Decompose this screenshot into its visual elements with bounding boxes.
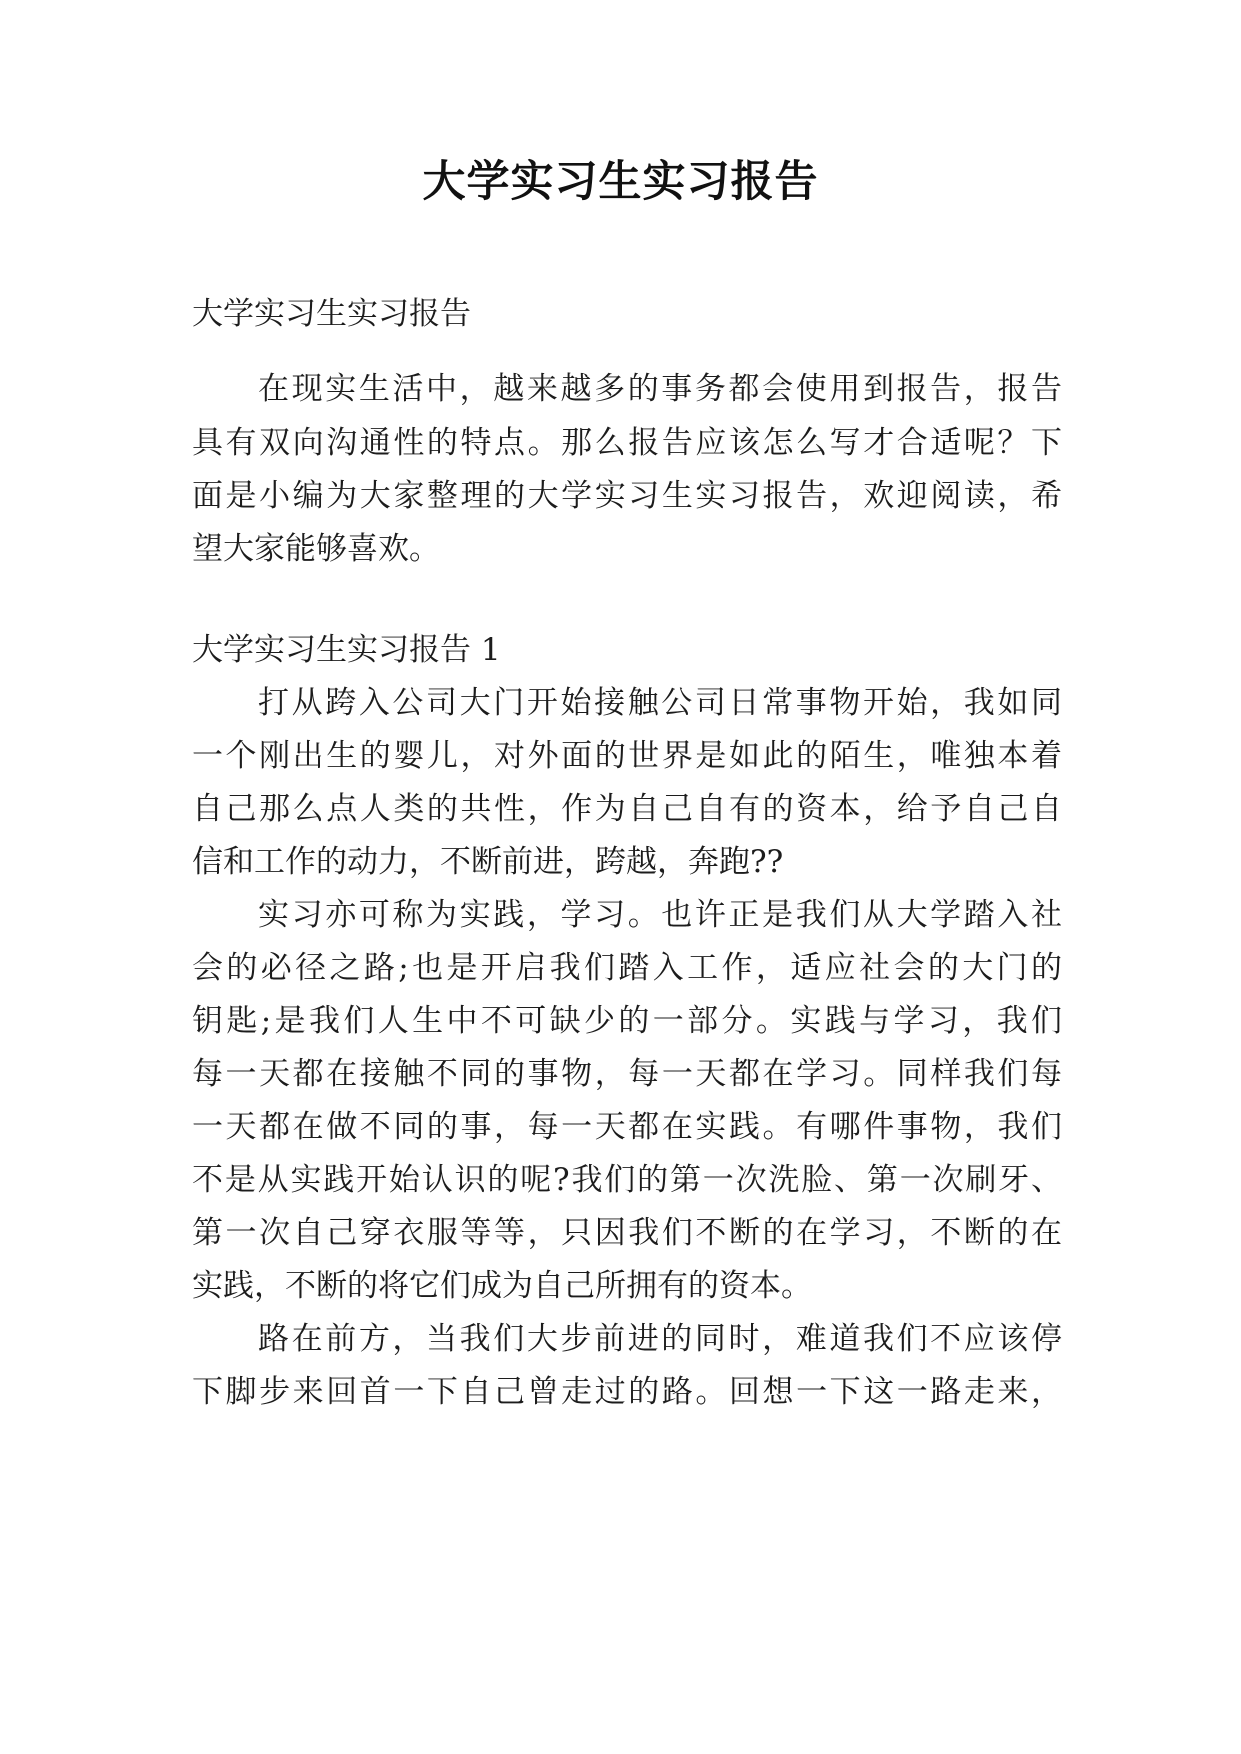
intro-line: 具有双向沟通性的特点。那么报告应该怎么写才合适呢？下	[192, 425, 1062, 461]
paragraph-line: 下脚步来回首一下自己曾走过的路。回想一下这一路走来，	[192, 1374, 1062, 1410]
paragraph-line: 不是从实践开始认识的呢?我们的第一次洗脸、第一次刷牙、	[192, 1162, 1062, 1198]
document-subtitle: 大学实习生实习报告	[192, 296, 471, 332]
intro-line: 在现实生活中，越来越多的事务都会使用到报告，报告	[258, 371, 1062, 407]
paragraph-line: 钥匙;是我们人生中不可缺少的一部分。实践与学习，我们	[192, 1003, 1062, 1039]
section-heading: 大学实习生实习报告 1	[192, 632, 501, 668]
paragraph-line: 第一次自己穿衣服等等，只因我们不断的在学习，不断的在	[192, 1215, 1062, 1251]
paragraph-line: 信和工作的动力，不断前进，跨越，奔跑??	[192, 844, 784, 880]
intro-line: 面是小编为大家整理的大学实习生实习报告，欢迎阅读，希	[192, 478, 1062, 514]
paragraph-line: 路在前方，当我们大步前进的同时，难道我们不应该停	[258, 1321, 1062, 1357]
paragraph-line: 会的必径之路;也是开启我们踏入工作，适应社会的大门的	[192, 950, 1062, 986]
paragraph-line: 自己那么点人类的共性，作为自己自有的资本，给予自己自	[192, 791, 1062, 827]
paragraph-line: 每一天都在接触不同的事物，每一天都在学习。同样我们每	[192, 1056, 1062, 1092]
document-title: 大学实习生实习报告	[422, 157, 819, 207]
paragraph-line: 一天都在做不同的事，每一天都在实践。有哪件事物，我们	[192, 1109, 1062, 1145]
paragraph-line: 实习亦可称为实践，学习。也许正是我们从大学踏入社	[258, 897, 1062, 933]
paragraph-line: 一个刚出生的婴儿，对外面的世界是如此的陌生，唯独本着	[192, 738, 1062, 774]
paragraph-line: 实践，不断的将它们成为自己所拥有的资本。	[192, 1268, 812, 1304]
intro-line: 望大家能够喜欢。	[192, 531, 440, 567]
paragraph-line: 打从跨入公司大门开始接触公司日常事物开始，我如同	[258, 685, 1062, 721]
